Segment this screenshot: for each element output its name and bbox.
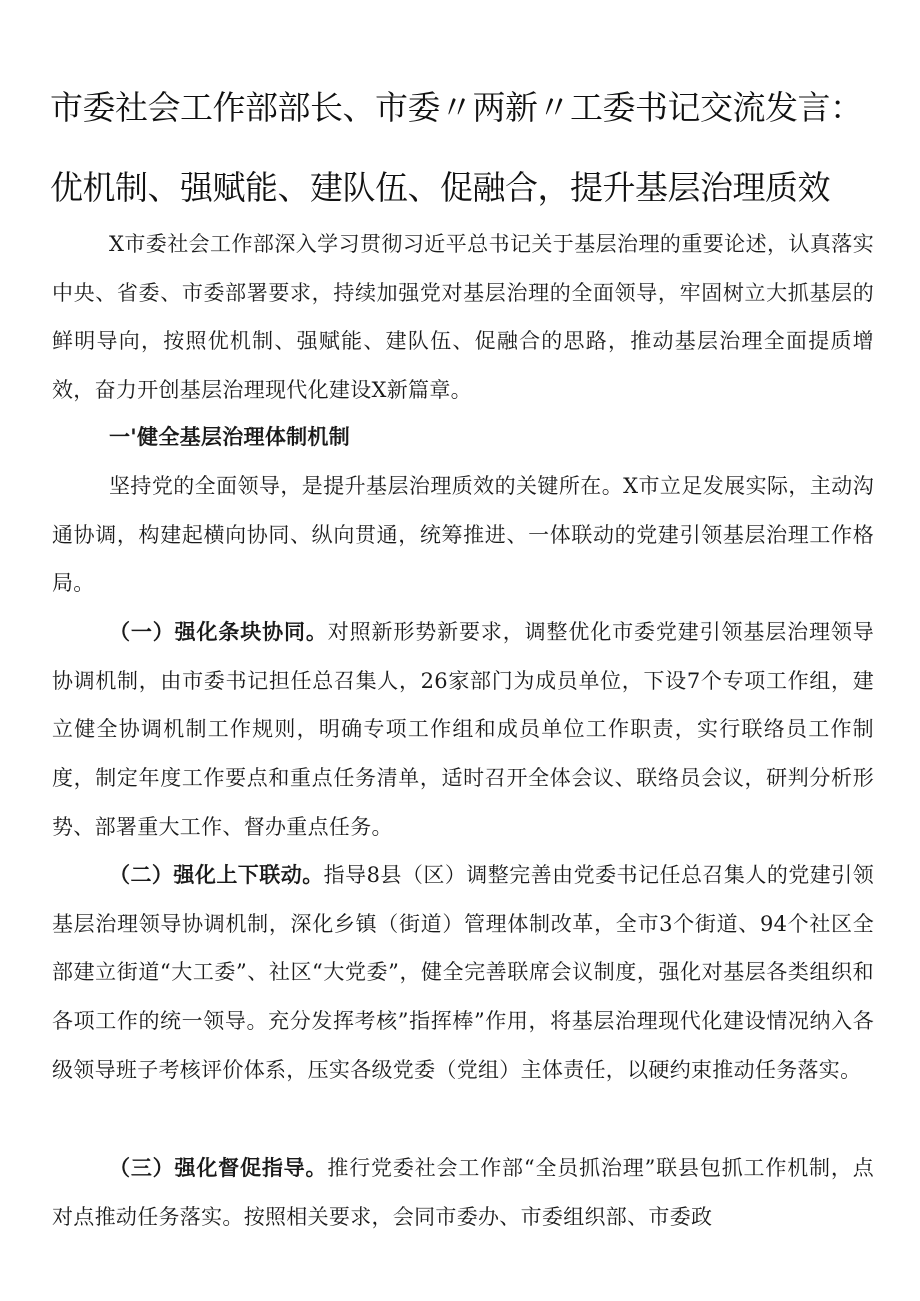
item-1-paragraph [52, 608, 874, 852]
item-1-body: 对照新形势新要求，调整优化市委党建引领基层治理领导协调机制，由市委书记担任总召集人，26家部门为成员单位，下设7个专项工作组，建立健全协调机制工作规则，明确专项工作组和成员单位工作职责，实行联络员工作制度，制定年度工作要点和重点任务清单，适时召开全体会议、联络员会议，研判分析形势、部署重大工作、督办重点任务。 [52, 620, 874, 839]
section-1-heading: 一'健全基层治理体制机制 [109, 424, 351, 449]
item-3-lead: （三）强化督促指导。 [109, 1155, 328, 1180]
item-3-body: 推行党委社会工作部“全员抓治理”联县包抓工作机制，点对点推动任务落实。按照相关要求，会同市委办、市委组织部、市委政 [52, 1156, 874, 1229]
item-2-lead: （二）强化上下联动。 [109, 862, 324, 887]
item-1-lead: （一）强化条块协同。 [109, 619, 328, 644]
item-3-paragraph [52, 1144, 874, 1241]
item-2-paragraph [52, 851, 874, 1095]
item-2-body: 指导8县（区）调整完善由党委书记任总召集人的党建引领基层治理领导协调机制，深化乡镇（街道）管理体制改革，全市3个街道、94个社区全部建立街道“大工委”、社区“大党委”，健全完善联席会议制度，强化对基层各类组织和各项工作的统一领导。充分发挥考核”指挥棒”作用，将基层治理现代化建设情况纳入各级领导班子考核评价体系，压实各级党委（党组）主体责任，以硬约束推动任务落实。 [52, 863, 874, 1082]
document-title-line-1: 市委社会工作部部长、市委〃两新〃工委书记交流发言： [50, 88, 863, 127]
intro-paragraph: X市委社会工作部深入学习贯彻习近平总书记关于基层治理的重要论述，认真落实中央、省委、市委部署要求，持续加强党对基层治理的全面领导，牢固树立大抓基层的鲜明导向，按照优机制、强赋能、建队伍、促融合的思路，推动基层治理全面提质增效，奋力开创基层治理现代化建设X新篇章。 [52, 232, 874, 403]
section-1-intro-paragraph: 坚持党的全面领导，是提升基层治理质效的关键所在。X市立足发展实际，主动沟通协调，构建起横向协同、纵向贯通，统筹推进、一体联动的党建引领基层治理工作格局。 [52, 474, 874, 596]
document-title-line-2: 优机制、强赋能、建队伍、促融合，提升基层治理质效 [50, 168, 830, 207]
